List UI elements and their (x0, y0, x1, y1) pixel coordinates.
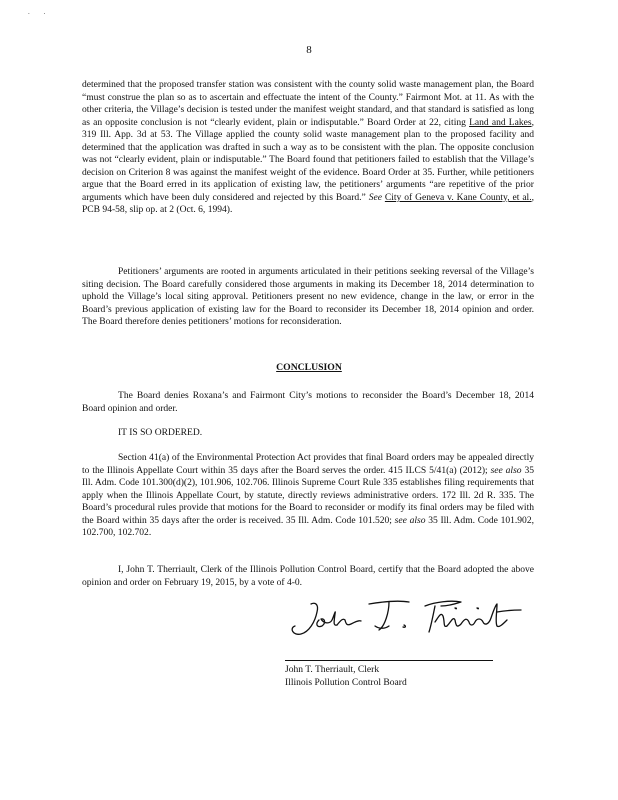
paragraph-so-ordered: IT IS SO ORDERED. (118, 427, 203, 438)
paragraph-petitioners-arguments: Petitioners’ arguments are rooted in arguments articulated in their petitions seeking reversal of the Village’s siting decision. The Board carefully considered those arguments in making its December 18, 2014 determination to uphold the Village’s local siting approval. Petitioners present no new evidence, change in the law, or error in the Board’s previous application of existing law for the Board to reconsider its December 18, 2014 opinion and order. The Board therefore denies petitioners’ motions for reconsideration. (82, 266, 534, 328)
paragraph-appeal-rights: Section 41(a) of the Environmental Protection Act provides that final Board orders may be appealed directly to the Illinois Appellate Court within 35 days after the Board serves the order. 415 ILCS 5/41(a) (2012); see also 35 Ill. Adm. Code 101.300(d)(2), 101.906, 102.706. Illinois Supreme Court Rule 335 establishes filing requirements that apply when the Illinois Appellate Court, by statute, directly reviews administrative orders. 172 Ill. 2d R. 335. The Board’s procedural rules provide that motions for the Board to reconsider or modify its final orders may be filed with the Board within 35 days after the order is received. 35 Ill. Adm. Code 101.520; see also 35 Ill. Adm. Code 101.902, 102.700, 102.702. (82, 452, 534, 539)
signature-block (285, 664, 407, 689)
section-heading-conclusion: CONCLUSION (276, 362, 342, 373)
case-citation-city-of-geneva: City of Geneva v. Kane County, et al. (384, 191, 532, 203)
paragraph-board-denies: The Board denies Roxana’s and Fairmont City’s motions to reconsider the Board’s December 18, 2014 Board opinion and order. (82, 390, 534, 414)
signature-scribble-icon (285, 596, 525, 650)
paragraph-clerk-certification: I, John T. Therriault, Clerk of the Illinois Pollution Control Board, certify that the Board adopted the above opinion and order on February 19, 2015, by a vote of 4-0. (82, 564, 534, 588)
clerk-name: John T. Therriault, Clerk (285, 664, 380, 675)
signature-line (285, 660, 493, 661)
paragraph-criterion-8: determined that the proposed transfer station was consistent with the county solid waste management plan, the Board “must construe the plan so as to ascertain and effectuate the intent of the County.” Fairmont Mot. at 11. As with the other criteria, the Village’s decision is tested under the manifest weight standard, and that standard is satisfied as long as an opposite conclusion is not “clearly evident, plain or indisputable.” Board Order at 22, citing Land and Lakes, 319 Ill. App. 3d at 53. The Village applied the county solid waste management plan to the proposed facility and determined that the application was drafted in such a way as to be consistent with the plan. The opposite conclusion was not “clearly evident, plain or indisputable.” The Board found that petitioners failed to establish that the Village’s decision on Criterion 8 was against the manifest weight of the evidence. Board Order at 35. Further, while petitioners argue that the Board erred in its application of existing law, the petitioners’ arguments “are repetitive of the prior arguments which have been duly considered and rejected by this Board.” See City of Geneva v. Kane County, et al., PCB 94-58, slip op. at 2 (Oct. 6, 1994). (82, 79, 534, 216)
clerk-organization: Illinois Pollution Control Board (285, 676, 407, 688)
page-number: 8 (306, 44, 312, 56)
case-citation-land-and-lakes: Land and Lakes (469, 116, 532, 128)
scan-specks: . . (28, 8, 52, 16)
handwritten-signature (285, 596, 525, 650)
